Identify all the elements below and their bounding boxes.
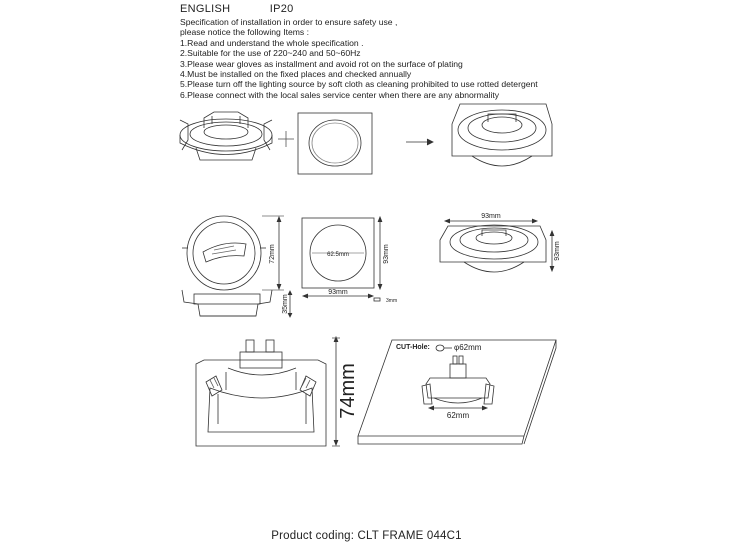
ring-fixture-drawing [180, 112, 272, 160]
product-coding: Product coding: CLT FRAME 044C1 [271, 530, 462, 542]
spec-item: 4.Must be installed on the fixed places and checked annually [180, 69, 412, 80]
cut-hole-label: CUT-Hole: [396, 344, 430, 351]
arrow-right [406, 139, 433, 145]
square-frame-drawing [298, 113, 372, 174]
assembled-fixture-drawing [452, 104, 552, 166]
dim-depth-35: 35mm [282, 294, 289, 314]
dim-inner-62-5: 62.5mm [327, 252, 349, 258]
spec-item: 5.Please turn off the lighting source by soft cloth as cleaning prohibited to use rotted detergent [180, 79, 538, 90]
spec-item: 2.Suitable for the use of 220~240 and 50~60Hz [180, 48, 361, 59]
spec-item: 3.Please wear gloves as installment and avoid rot on the surface of plating [180, 58, 463, 69]
plus-sign [278, 131, 294, 147]
dim-height-93: 93mm [383, 244, 390, 264]
dim-side-93: 93mm [554, 241, 561, 261]
spec-notice: please notice the following Items : [180, 27, 309, 38]
side-view-drawing [182, 290, 292, 317]
spec-intro: Specification of installation in order to ensure safety use , [180, 17, 398, 27]
dim-top-93: 93mm [481, 213, 501, 220]
dim-height-72: 72mm [269, 244, 276, 264]
dim-height-74: 74mm [337, 363, 359, 419]
dim-thickness-3: 3mm [386, 298, 398, 304]
dim-width-93: 93mm [328, 289, 348, 296]
spec-item: 1.Read and understand the whole specification . [180, 37, 364, 48]
fixture-side-large-drawing [196, 337, 340, 446]
assembled-dimension-drawing [440, 219, 554, 272]
language-label: ENGLISH [180, 3, 231, 15]
spec-item: 6.Please connect with the local sales service center when there are any abnormality [180, 89, 500, 100]
cut-hole-drawing [358, 340, 556, 444]
ip-rating: IP20 [269, 3, 294, 15]
cut-width-62: 62mm [446, 411, 470, 420]
cut-hole-diameter: φ62mm [454, 343, 482, 352]
